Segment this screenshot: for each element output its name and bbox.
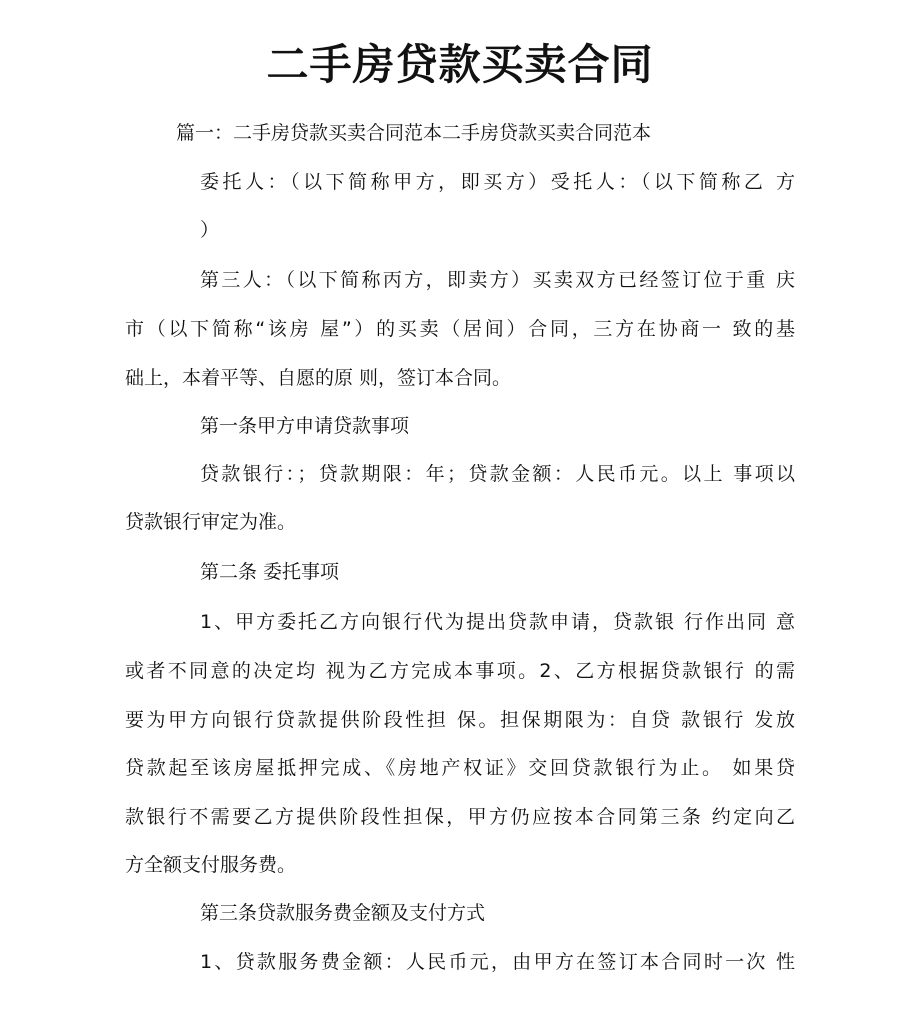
paragraph-line: 1、贷款服务费金额：人民币元，由甲方在签订本合同时一次 性 — [200, 951, 795, 973]
article-heading: 第一条甲方申请贷款事项 — [200, 415, 410, 437]
paragraph-line: 款银行不需要乙方提供阶段性担保，甲方仍应按本合同第三条 约定向乙 — [125, 806, 795, 828]
paragraph-line: 础上，本着平等、自愿的原 则，签订本合同。 — [125, 367, 512, 389]
paragraph-line: 贷款起至该房屋抵押完成、《房地产权证》交回贷款银行为止。 如果贷 — [125, 757, 795, 779]
paragraph-line: 第三人：（以下简称丙方，即卖方）买卖双方已经签订位于重 庆 — [200, 269, 795, 291]
section-heading: 篇一：二手房贷款买卖合同范本二手房贷款买卖合同范本 — [176, 122, 652, 144]
paragraph-line: 委托人：（以下简称甲方，即买方）受托人：（以下简称乙 方 — [200, 171, 795, 193]
document-title: 二手房贷款买卖合同 — [266, 40, 654, 89]
paragraph-line: 方全额支付服务费。 — [125, 854, 297, 876]
article-heading: 第三条贷款服务费金额及支付方式 — [200, 902, 486, 924]
paragraph-line: 1、甲方委托乙方向银行代为提出贷款申请，贷款银 行作出同 意 — [200, 611, 795, 633]
paragraph-line: 或者不同意的决定均 视为乙方完成本事项。2、乙方根据贷款银行 的需 — [125, 660, 795, 682]
paragraph-line: 贷款银行：；贷款期限：年；贷款金额：人民币元。以上 事项以 — [200, 463, 795, 485]
paragraph-line: ） — [200, 219, 220, 241]
paragraph-line: 贷款银行审定为准。 — [125, 511, 297, 533]
paragraph-line: 市（以下简称“该房 屋”）的买卖（居间）合同，三方在协商一 致的基 — [125, 318, 795, 340]
paragraph-line: 要为甲方向银行贷款提供阶段性担 保。担保期限为：自贷 款银行 发放 — [125, 709, 795, 731]
article-heading: 第二条 委托事项 — [200, 561, 340, 583]
